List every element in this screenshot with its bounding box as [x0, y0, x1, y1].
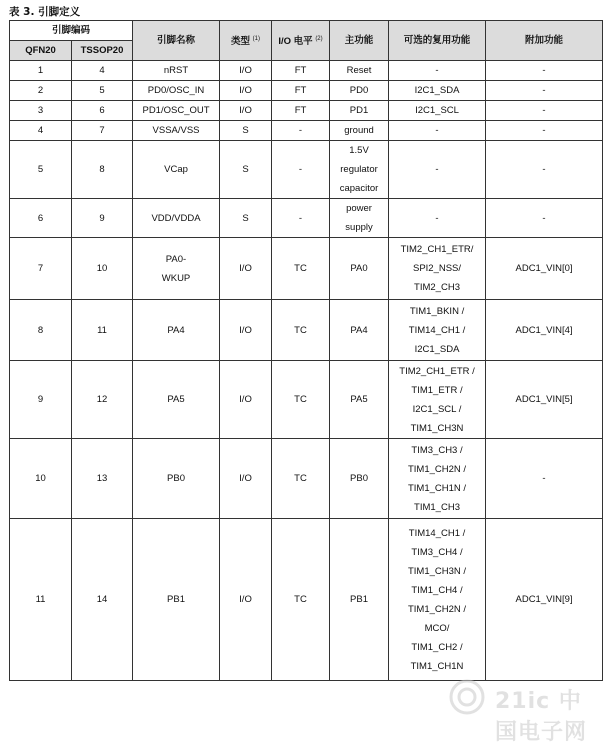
cell-alt-function — [389, 121, 486, 141]
cell-pin-name — [133, 519, 220, 681]
cell-alt-function-line: I2C1_SDA — [414, 343, 460, 355]
cell-main-function — [330, 61, 389, 81]
cell-tssop: 5 — [72, 81, 133, 101]
cell-tssop: 11 — [72, 300, 133, 361]
cell-tssop: 4 — [72, 61, 133, 81]
cell-tssop: 12 — [72, 361, 133, 439]
header-type: 类型 $^{(1)}$ — [220, 21, 272, 61]
cell-alt-function-line: TIM1_CH1N — [410, 660, 464, 672]
cell-alt-function — [389, 439, 486, 519]
cell-main-function-line: PB1 — [350, 594, 368, 605]
header-pin-name: 引脚名称 — [133, 21, 220, 61]
cell-qfn: 4 — [10, 121, 72, 141]
cell-io-level: TC — [272, 361, 330, 439]
cell-pin-name — [133, 199, 220, 238]
cell-pin-name-line: VCap — [164, 164, 188, 175]
cell-qfn: 5 — [10, 141, 72, 199]
cell-main-function — [330, 121, 389, 141]
cell-alt-function-line: TIM1_CH4 / — [411, 584, 463, 596]
cell-main-function-line: ground — [344, 125, 374, 136]
cell-type: I/O — [220, 81, 272, 101]
io-footnote: (2) — [315, 35, 323, 42]
cell-main-function — [330, 199, 389, 238]
cell-type: S — [220, 141, 272, 199]
cell-io-level: - — [272, 141, 330, 199]
cell-alt-function-line: TIM2_CH1_ETR/ — [400, 244, 474, 255]
cell-alt-function — [389, 519, 486, 681]
cell-alt-function-line: TIM1_CH3 — [414, 501, 460, 513]
cell-pin-name-line: VSSA/VSS — [152, 125, 200, 136]
cell-qfn: 3 — [10, 101, 72, 121]
cell-pin-name-line: PA5 — [167, 394, 185, 405]
table-row — [10, 199, 603, 238]
cell-alt-function-line: TIM3_CH3 / — [411, 444, 463, 456]
table-row — [10, 519, 603, 681]
cell-alt-function-line: MCO/ — [424, 622, 450, 634]
cell-main-function-line: PA4 — [350, 324, 368, 336]
cell-extra-function: - — [486, 439, 603, 519]
cell-pin-name-line: PD0/OSC_IN — [147, 85, 205, 96]
cell-alt-function-line: - — [435, 164, 439, 175]
cell-qfn: 6 — [10, 199, 72, 238]
cell-alt-function — [389, 61, 486, 81]
cell-alt-function — [389, 300, 486, 361]
cell-main-function — [330, 300, 389, 361]
cell-extra-function: - — [486, 61, 603, 81]
cell-alt-function-line: TIM1_CH2N / — [407, 463, 467, 475]
cell-type: I/O — [220, 300, 272, 361]
cell-type: S — [220, 121, 272, 141]
cell-main-function-line: regulator — [340, 164, 378, 175]
cell-main-function-line: PD1 — [349, 105, 369, 116]
cell-pin-name-line: PD1/OSC_OUT — [142, 105, 210, 116]
cell-pin-name-line: PB0 — [167, 473, 185, 484]
cell-pin-name-line: PB1 — [167, 594, 185, 605]
cell-extra-function: - — [486, 81, 603, 101]
cell-main-function — [330, 141, 389, 199]
table-row — [10, 439, 603, 519]
cell-tssop: 13 — [72, 439, 133, 519]
cell-main-function — [330, 519, 389, 681]
cell-io-level: TC — [272, 300, 330, 361]
cell-alt-function-line: I2C1_SCL / — [412, 403, 462, 415]
cell-pin-name — [133, 121, 220, 141]
cell-qfn: 7 — [10, 238, 72, 300]
watermark-text: 21ic 中国电子网 — [495, 689, 588, 745]
cell-alt-function-line: SPI2_NSS/ — [412, 263, 462, 274]
table-row — [10, 101, 603, 121]
cell-type: I/O — [220, 101, 272, 121]
cell-alt-function-line: I2C1_SDA — [414, 85, 460, 96]
cell-tssop: 14 — [72, 519, 133, 681]
cell-alt-function — [389, 81, 486, 101]
cell-alt-function — [389, 101, 486, 121]
table-row — [10, 238, 603, 300]
cell-tssop: 6 — [72, 101, 133, 121]
cell-pin-name-line: VDD/VDDA — [151, 212, 201, 224]
cell-pin-name — [133, 61, 220, 81]
cell-main-function-line: PB0 — [350, 473, 368, 484]
table-row — [10, 121, 603, 141]
cell-alt-function — [389, 361, 486, 439]
cell-pin-name-line: WKUP — [161, 272, 191, 284]
cell-alt-function-line: - — [435, 65, 439, 76]
cell-qfn: 11 — [10, 519, 72, 681]
cell-qfn: 1 — [10, 61, 72, 81]
cell-io-level: FT — [272, 101, 330, 121]
cell-extra-function: ADC1_VIN[9] — [486, 519, 603, 681]
cell-pin-name — [133, 300, 220, 361]
cell-main-function — [330, 81, 389, 101]
cell-type: I/O — [220, 519, 272, 681]
cell-type: I/O — [220, 61, 272, 81]
cell-extra-function: - — [486, 199, 603, 238]
cell-main-function-line: Reset — [346, 65, 372, 76]
cell-io-level: TC — [272, 439, 330, 519]
cell-extra-function: - — [486, 121, 603, 141]
cell-main-function — [330, 101, 389, 121]
cell-extra-function: ADC1_VIN[0] — [486, 238, 603, 300]
watermark-logo-icon — [443, 678, 493, 716]
cell-tssop: 8 — [72, 141, 133, 199]
cell-io-level: TC — [272, 238, 330, 300]
cell-main-function-line: supply — [345, 222, 373, 233]
header-main-function: 主功能 — [330, 21, 389, 61]
cell-alt-function-line: TIM2_CH3 — [414, 282, 460, 293]
cell-main-function — [330, 361, 389, 439]
cell-alt-function-line: TIM1_ETR / — [411, 384, 463, 396]
cell-type: S — [220, 199, 272, 238]
cell-pin-name — [133, 238, 220, 300]
cell-io-level: FT — [272, 61, 330, 81]
cell-type: I/O — [220, 439, 272, 519]
table-row — [10, 81, 603, 101]
cell-alt-function-line: TIM1_CH3N / — [407, 565, 467, 577]
cell-qfn: 2 — [10, 81, 72, 101]
cell-main-function-line: capacitor — [339, 183, 379, 194]
cell-tssop: 7 — [72, 121, 133, 141]
cell-qfn: 10 — [10, 439, 72, 519]
cell-main-function-line: PD0 — [349, 85, 369, 96]
table-row — [10, 61, 603, 81]
cell-alt-function-line: TIM1_CH2 / — [411, 641, 463, 653]
type-footnote: (1) — [252, 35, 261, 42]
cell-io-level: TC — [272, 519, 330, 681]
cell-alt-function-line: TIM1_BKIN / — [409, 305, 465, 317]
cell-extra-function: - — [486, 101, 603, 121]
cell-main-function-line: PA0 — [350, 263, 368, 274]
cell-pin-name — [133, 361, 220, 439]
cell-alt-function-line: TIM1_CH2N / — [407, 603, 467, 615]
cell-extra-function: ADC1_VIN[5] — [486, 361, 603, 439]
cell-tssop: 9 — [72, 199, 133, 238]
cell-pin-name-line: PA4 — [167, 324, 185, 336]
cell-alt-function-line: TIM14_CH1 / — [408, 324, 466, 336]
header-pin-code: 引脚编码 — [10, 21, 133, 41]
cell-main-function-line: power — [346, 203, 372, 214]
table-row — [10, 300, 603, 361]
table-row — [10, 141, 603, 199]
cell-main-function — [330, 439, 389, 519]
cell-main-function — [330, 238, 389, 300]
cell-type: I/O — [220, 238, 272, 300]
cell-pin-name — [133, 439, 220, 519]
cell-alt-function-line: I2C1_SCL — [415, 105, 459, 116]
cell-pin-name — [133, 101, 220, 121]
cell-alt-function — [389, 199, 486, 238]
cell-alt-function-line: - — [435, 212, 439, 224]
cell-io-level: FT — [272, 81, 330, 101]
header-io-level: I/O 电平 $^{(2)}$ — [272, 21, 330, 61]
header-extra-function: 附加功能 — [486, 21, 603, 61]
pin-definition-table — [9, 20, 603, 681]
header-alt-function: 可选的复用功能 — [389, 21, 486, 61]
cell-alt-function-line: TIM1_CH3N — [410, 422, 464, 434]
cell-type: I/O — [220, 361, 272, 439]
cell-extra-function: ADC1_VIN[4] — [486, 300, 603, 361]
cell-pin-name — [133, 141, 220, 199]
cell-alt-function — [389, 238, 486, 300]
cell-pin-name-line: PA0- — [165, 253, 187, 265]
cell-pin-name-line: nRST — [163, 65, 189, 76]
header-qfn20: QFN20 — [10, 41, 72, 61]
cell-alt-function-line: - — [435, 125, 439, 136]
cell-extra-function: - — [486, 141, 603, 199]
cell-main-function-line: PA5 — [350, 394, 368, 405]
header-tssop20: TSSOP20 — [72, 41, 133, 61]
cell-tssop: 10 — [72, 238, 133, 300]
site-watermark — [443, 678, 603, 745]
cell-io-level: - — [272, 199, 330, 238]
cell-main-function-line: 1.5V — [349, 145, 369, 156]
table-row — [10, 361, 603, 439]
cell-qfn: 9 — [10, 361, 72, 439]
table-caption: 表 3. 引脚定义 — [9, 6, 81, 18]
cell-alt-function-line: TIM3_CH4 / — [411, 546, 463, 558]
cell-alt-function-line: TIM14_CH1 / — [408, 527, 466, 539]
cell-alt-function — [389, 141, 486, 199]
cell-qfn: 8 — [10, 300, 72, 361]
cell-alt-function-line: TIM2_CH1_ETR / — [399, 365, 475, 377]
cell-pin-name — [133, 81, 220, 101]
cell-alt-function-line: TIM1_CH1N / — [407, 482, 467, 494]
cell-io-level: - — [272, 121, 330, 141]
